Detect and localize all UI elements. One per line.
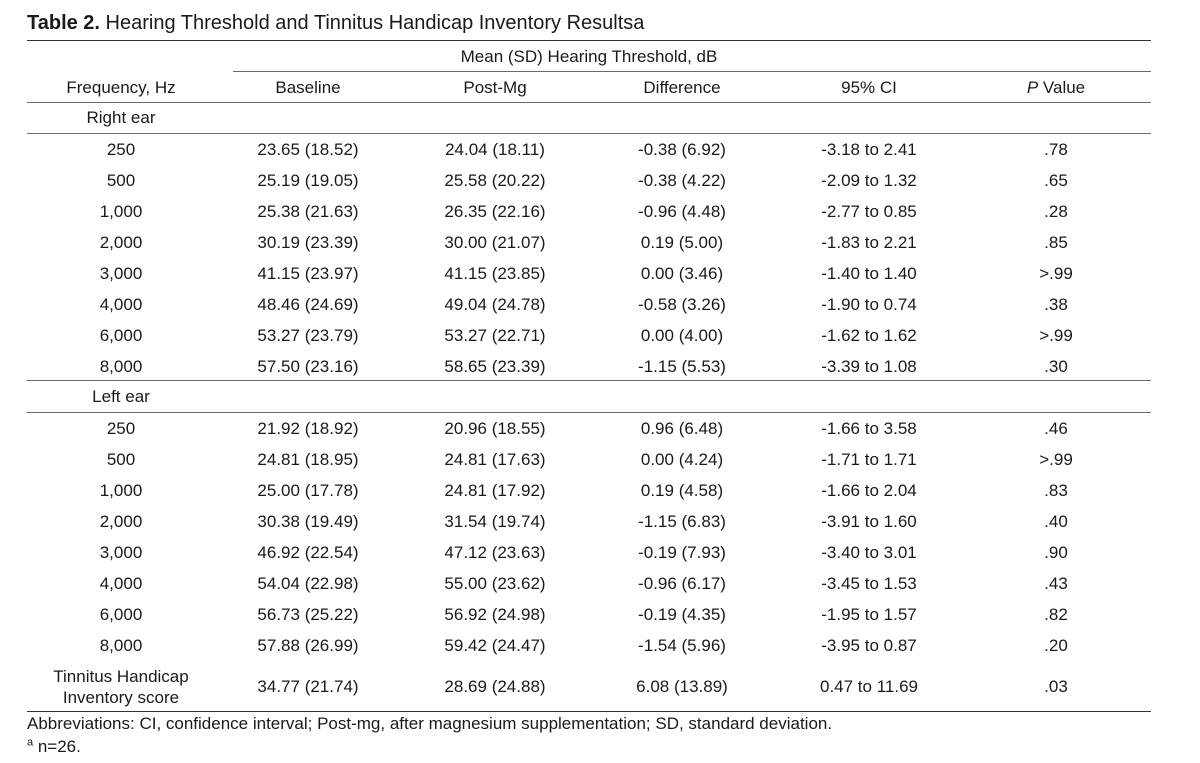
- table-title: [27, 12, 644, 35]
- cell-ci: -3.91 to 1.60: [821, 512, 917, 531]
- sample-size-footnote: [27, 737, 81, 757]
- cell-p: .78: [1044, 140, 1068, 159]
- cell-post: 47.12 (23.63): [444, 543, 546, 562]
- cell-diff: 0.19 (5.00): [640, 233, 724, 252]
- cell-post: 53.27 (22.71): [444, 326, 546, 345]
- cell-post: 41.15 (23.85): [444, 264, 546, 283]
- cell-ci: -1.83 to 2.21: [821, 233, 917, 252]
- cell-diff: -0.38 (6.92): [638, 140, 726, 159]
- cell-freq: 2,000: [99, 233, 143, 252]
- cell-ci: -1.40 to 1.40: [821, 264, 917, 283]
- cell-post: 24.81 (17.63): [444, 450, 546, 469]
- cell-baseline: 30.19 (23.39): [257, 233, 359, 252]
- cell-diff: -0.58 (3.26): [638, 295, 726, 314]
- spanner-rule: [233, 71, 1151, 72]
- cell-p: .30: [1044, 357, 1068, 376]
- cell-ci: -1.66 to 2.04: [821, 481, 917, 500]
- cell-ci: -1.62 to 1.62: [821, 326, 917, 345]
- cell-p: >.99: [1039, 264, 1073, 283]
- spanner-header: Mean (SD) Hearing Threshold, dB: [460, 47, 718, 66]
- cell-baseline: 48.46 (24.69): [257, 295, 359, 314]
- tinnitus-ci: 0.47 to 11.69: [820, 677, 918, 696]
- cell-post: 55.00 (23.62): [444, 574, 546, 593]
- cell-baseline: 25.00 (17.78): [257, 481, 359, 500]
- cell-baseline: 24.81 (18.95): [257, 450, 359, 469]
- cell-baseline: 46.92 (22.54): [257, 543, 359, 562]
- cell-freq: 250: [106, 419, 136, 438]
- cell-p: .20: [1044, 636, 1068, 655]
- cell-diff: 0.00 (4.24): [640, 450, 724, 469]
- cell-ci: -3.95 to 0.87: [821, 636, 917, 655]
- p-symbol: P: [1026, 78, 1039, 97]
- table-caption: Hearing Threshold and Tinnitus Handicap Inventory Resultsa: [100, 12, 645, 34]
- tinnitus-p: .03: [1044, 677, 1068, 696]
- cell-ci: -3.40 to 3.01: [821, 543, 917, 562]
- cell-ci: -2.09 to 1.32: [821, 171, 917, 190]
- header-ci: 95% CI: [841, 78, 897, 97]
- cell-post: 24.81 (17.92): [444, 481, 546, 500]
- cell-freq: 1,000: [99, 202, 143, 221]
- cell-baseline: 56.73 (25.22): [257, 605, 359, 624]
- tinnitus-label-line1: Tinnitus Handicap: [53, 667, 189, 686]
- cell-p: >.99: [1039, 326, 1073, 345]
- abbreviations-footnote: Abbreviations: CI, confidence interval; Post-mg, after magnesium supplementation; SD, standard deviation.: [27, 714, 833, 733]
- cell-post: 49.04 (24.78): [444, 295, 546, 314]
- section-label: Right ear: [86, 108, 156, 127]
- cell-p: .43: [1044, 574, 1068, 593]
- cell-freq: 3,000: [99, 264, 143, 283]
- cell-diff: -1.15 (5.53): [638, 357, 726, 376]
- tinnitus-post: 28.69 (24.88): [444, 677, 546, 696]
- cell-ci: -1.95 to 1.57: [821, 605, 917, 624]
- cell-post: 25.58 (20.22): [444, 171, 546, 190]
- cell-ci: -1.71 to 1.71: [821, 450, 917, 469]
- cell-p: .90: [1044, 543, 1068, 562]
- cell-baseline: 21.92 (18.92): [257, 419, 359, 438]
- cell-post: 26.35 (22.16): [444, 202, 546, 221]
- cell-diff: -0.38 (4.22): [638, 171, 726, 190]
- cell-freq: 500: [106, 171, 136, 190]
- cell-baseline: 54.04 (22.98): [257, 574, 359, 593]
- cell-ci: -1.90 to 0.74: [821, 295, 917, 314]
- cell-freq: 8,000: [99, 636, 143, 655]
- cell-freq: 8,000: [99, 357, 143, 376]
- cell-freq: 3,000: [99, 543, 143, 562]
- cell-ci: -3.45 to 1.53: [821, 574, 917, 593]
- cell-p: .83: [1044, 481, 1068, 500]
- cell-diff: 0.96 (6.48): [640, 419, 724, 438]
- table-number: Table 2.: [27, 12, 100, 34]
- section-rule: [27, 412, 1151, 413]
- cell-post: 31.54 (19.74): [444, 512, 546, 531]
- tinnitus-label-line2: Inventory score: [62, 688, 180, 707]
- cell-diff: -0.19 (7.93): [638, 543, 726, 562]
- cell-post: 58.65 (23.39): [444, 357, 546, 376]
- header-post-mg: Post-Mg: [463, 78, 527, 97]
- header-difference: Difference: [643, 78, 721, 97]
- cell-freq: 6,000: [99, 605, 143, 624]
- cell-diff: -0.19 (4.35): [638, 605, 726, 624]
- cell-baseline: 23.65 (18.52): [257, 140, 359, 159]
- cell-p: .40: [1044, 512, 1068, 531]
- cell-p: >.99: [1039, 450, 1073, 469]
- section-label: Left ear: [92, 387, 150, 406]
- cell-ci: -3.18 to 2.41: [821, 140, 917, 159]
- cell-p: .82: [1044, 605, 1068, 624]
- section-rule: [27, 380, 1151, 381]
- cell-baseline: 30.38 (19.49): [257, 512, 359, 531]
- cell-p: .46: [1044, 419, 1068, 438]
- header-p-value: [1027, 78, 1085, 98]
- cell-ci: -1.66 to 3.58: [821, 419, 917, 438]
- cell-baseline: 53.27 (23.79): [257, 326, 359, 345]
- cell-baseline: 57.50 (23.16): [257, 357, 359, 376]
- cell-post: 20.96 (18.55): [444, 419, 546, 438]
- cell-p: .85: [1044, 233, 1068, 252]
- cell-freq: 4,000: [99, 295, 143, 314]
- cell-p: .28: [1044, 202, 1068, 221]
- cell-baseline: 41.15 (23.97): [257, 264, 359, 283]
- header-baseline: Baseline: [275, 78, 341, 97]
- cell-freq: 2,000: [99, 512, 143, 531]
- cell-post: 30.00 (21.07): [444, 233, 546, 252]
- cell-post: 56.92 (24.98): [444, 605, 546, 624]
- cell-diff: -1.54 (5.96): [638, 636, 726, 655]
- cell-baseline: 57.88 (26.99): [257, 636, 359, 655]
- cell-diff: -0.96 (6.17): [638, 574, 726, 593]
- cell-diff: -0.96 (4.48): [638, 202, 726, 221]
- section-rule: [27, 133, 1151, 134]
- tinnitus-difference: 6.08 (13.89): [636, 677, 728, 696]
- cell-post: 59.42 (24.47): [444, 636, 546, 655]
- tinnitus-baseline: 34.77 (21.74): [257, 677, 359, 696]
- cell-p: .38: [1044, 295, 1068, 314]
- footnote-marker: a: [27, 736, 34, 749]
- header-rule: [27, 102, 1151, 103]
- cell-freq: 250: [106, 140, 136, 159]
- cell-freq: 6,000: [99, 326, 143, 345]
- cell-diff: 0.00 (4.00): [640, 326, 724, 345]
- cell-ci: -3.39 to 1.08: [821, 357, 917, 376]
- cell-freq: 500: [106, 450, 136, 469]
- cell-diff: 0.00 (3.46): [640, 264, 724, 283]
- p-label: Value: [1038, 78, 1086, 97]
- cell-diff: -1.15 (6.83): [638, 512, 726, 531]
- cell-baseline: 25.19 (19.05): [257, 171, 359, 190]
- cell-ci: -2.77 to 0.85: [821, 202, 917, 221]
- cell-p: .65: [1044, 171, 1068, 190]
- top-rule: [27, 40, 1151, 41]
- cell-freq: 1,000: [99, 481, 143, 500]
- bottom-rule: [27, 711, 1151, 712]
- header-frequency: Frequency, Hz: [66, 78, 176, 97]
- cell-freq: 4,000: [99, 574, 143, 593]
- cell-diff: 0.19 (4.58): [640, 481, 724, 500]
- footnote-n: n=26.: [33, 737, 81, 756]
- cell-baseline: 25.38 (21.63): [257, 202, 359, 221]
- cell-post: 24.04 (18.11): [445, 140, 545, 159]
